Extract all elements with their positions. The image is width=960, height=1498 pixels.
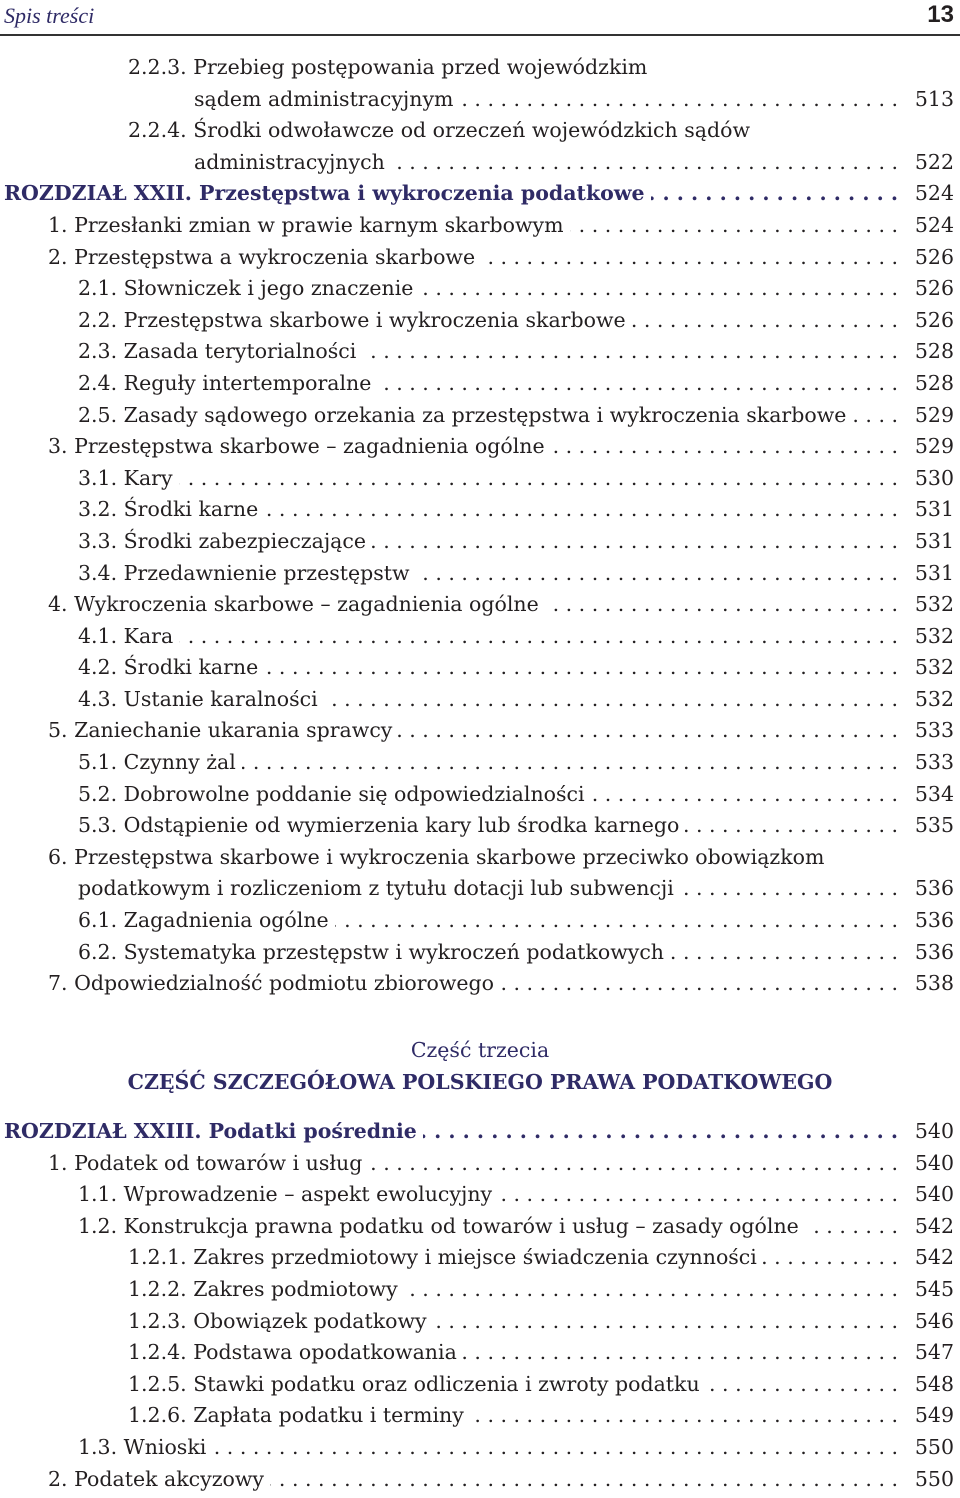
toc-entry[interactable]	[0, 84, 960, 116]
toc-entry-title: 3.1. Kary	[78, 466, 179, 490]
toc-entry-page: 542	[914, 1213, 954, 1238]
toc-entry-title: 1.2.6. Zapłata podatku i terminy	[128, 1403, 470, 1427]
toc-entry[interactable]	[0, 1432, 960, 1464]
toc-entry[interactable]	[0, 178, 960, 210]
toc-entry-page: 546	[914, 1308, 954, 1333]
toc-entry[interactable]	[0, 1116, 960, 1148]
toc-entry-title: 6.2. Systematyka przestępstw i wykroczeń podatkowych	[78, 940, 670, 964]
toc-entry-page: 529	[914, 402, 954, 427]
toc-entry-title: 2.3. Zasada terytorialności	[78, 339, 362, 363]
toc-entry-title: 4.1. Kara	[78, 624, 179, 648]
toc-entry-title: 5.3. Odstąpienie od wymierzenia kary lub środka karnego	[78, 813, 685, 837]
toc-entry-title: 5. Zaniechanie ukarania sprawcy	[48, 718, 398, 742]
toc-entry[interactable]	[0, 558, 960, 590]
toc-entry-title: 6. Przestępstwa skarbowe i wykroczenia skarbowe przeciwko obowiązkom	[48, 845, 830, 869]
toc-entry-page: 532	[914, 592, 954, 617]
toc-entry[interactable]	[0, 336, 960, 368]
toc-entry-title: 2.2.3. Przebieg postępowania przed wojewódzkim	[128, 55, 653, 79]
toc-entry-title: 7. Odpowiedzialność podmiotu zbiorowego	[48, 971, 500, 995]
toc-entry[interactable]	[0, 1337, 960, 1369]
toc-entry-page: 548	[914, 1371, 954, 1396]
toc-entry-page: 534	[914, 781, 954, 806]
toc-entry-page: 540	[914, 1182, 954, 1207]
toc-entry[interactable]	[0, 937, 960, 969]
toc-entry[interactable]	[0, 684, 960, 716]
toc-entry-page: 536	[914, 876, 954, 901]
toc-entry-page: 531	[914, 528, 954, 553]
toc-entry[interactable]	[0, 526, 960, 558]
toc-entry-title: ROZDZIAŁ XXIII. Podatki pośrednie	[4, 1119, 423, 1143]
toc-entry-page: 536	[914, 939, 954, 964]
toc-entry[interactable]	[0, 400, 960, 432]
toc-entry-title: 1. Podatek od towarów i usług	[48, 1151, 368, 1175]
toc-entry-title: 6.1. Zagadnienia ogólne	[78, 908, 335, 932]
toc-entry-page: 540	[914, 1119, 954, 1143]
toc-entry-page: 547	[914, 1340, 954, 1365]
toc-entry[interactable]	[0, 1464, 960, 1496]
toc-entry[interactable]	[0, 968, 960, 1000]
toc-entry-title: ROZDZIAŁ XXII. Przestępstwa i wykroczenia podatkowe	[4, 181, 651, 205]
toc-entry-title: 3.3. Środki zabezpieczające	[78, 529, 372, 553]
toc-entry-title: 3. Przestępstwa skarbowe – zagadnienia ogólne	[48, 434, 551, 458]
toc-entry[interactable]	[0, 589, 960, 621]
header-rule	[0, 34, 960, 36]
toc-entry[interactable]	[0, 1179, 960, 1211]
toc-entry[interactable]	[0, 115, 960, 147]
toc-entry-page: 528	[914, 370, 954, 395]
toc-entry[interactable]	[0, 1306, 960, 1338]
toc-entry-title: 1.2.4. Podstawa opodatkowania	[128, 1340, 463, 1364]
toc-list-part3	[0, 1116, 960, 1495]
toc-entry-page: 536	[914, 908, 954, 933]
toc-entry-title: 1.1. Wprowadzenie – aspekt ewolucyjny	[78, 1182, 498, 1206]
toc-entry[interactable]	[0, 842, 960, 874]
toc-entry-page: 531	[914, 497, 954, 522]
toc-entry[interactable]	[0, 1242, 960, 1274]
toc-entry-page: 513	[914, 86, 954, 111]
toc-entry[interactable]	[0, 494, 960, 526]
toc-entry-page: 540	[914, 1150, 954, 1175]
toc-entry-title: 5.1. Czynny żal	[78, 750, 242, 774]
toc-entry-page: 549	[914, 1403, 954, 1428]
toc-entry-title: 3.4. Przedawnienie przestępstw	[78, 561, 416, 585]
part-label: Część trzecia	[410, 1038, 550, 1062]
toc-entry-title: 1.2.1. Zakres przedmiotowy i miejsce świadczenia czynności	[128, 1245, 763, 1269]
toc-entry-page: 526	[914, 307, 954, 332]
toc-entry-page: 545	[914, 1276, 954, 1301]
toc-entry-title: 4. Wykroczenia skarbowe – zagadnienia ogólne	[48, 592, 545, 616]
toc-entry[interactable]	[0, 715, 960, 747]
toc-entry-title: sądem administracyjnym	[194, 87, 459, 111]
toc-entry[interactable]	[0, 1274, 960, 1306]
toc-entry-page: 533	[914, 718, 954, 743]
toc-entry-title: podatkowym i rozliczeniom z tytułu dotacji lub subwencji	[78, 876, 680, 900]
toc-entry-title: 4.2. Środki karne	[78, 655, 264, 679]
toc-entry[interactable]	[0, 273, 960, 305]
toc-entry-title: 2.1. Słowniczek i jego znaczenie	[78, 276, 419, 300]
toc-entry[interactable]	[0, 52, 960, 84]
toc-entry[interactable]	[0, 652, 960, 684]
toc-entry[interactable]	[0, 621, 960, 653]
toc-entry-title: 5.2. Dobrowolne poddanie się odpowiedzialności	[78, 782, 591, 806]
part-title: CZĘŚĆ SZCZEGÓŁOWA POLSKIEGO PRAWA PODATKOWEGO	[127, 1070, 833, 1094]
toc-entry-page: 531	[914, 560, 954, 585]
toc-entry-title: 2. Podatek akcyzowy	[48, 1467, 270, 1491]
toc-entry[interactable]	[0, 873, 960, 905]
toc-entry-page: 532	[914, 623, 954, 648]
toc-entry-page: 535	[914, 813, 954, 838]
toc-entry[interactable]	[0, 1211, 960, 1243]
toc-entry-title: 2.2. Przestępstwa skarbowe i wykroczenia skarbowe	[78, 308, 632, 332]
toc-entry[interactable]	[0, 147, 960, 179]
toc-entry-title: 2. Przestępstwa a wykroczenia skarbowe	[48, 245, 481, 269]
toc-entry[interactable]	[0, 305, 960, 337]
toc-entry-title: 1.2.3. Obowiązek podatkowy	[128, 1309, 433, 1333]
toc-entry-title: 1. Przesłanki zmian w prawie karnym skarbowym	[48, 213, 570, 237]
toc-entry[interactable]	[0, 1369, 960, 1401]
toc-entry-title: 2.4. Reguły intertemporalne	[78, 371, 377, 395]
toc-entry[interactable]	[0, 810, 960, 842]
toc-entry-title: administracyjnych	[194, 150, 391, 174]
toc-entry-page: 550	[914, 1466, 954, 1491]
toc-entry-page: 528	[914, 339, 954, 364]
toc-entry-page: 542	[914, 1245, 954, 1270]
toc-entry-page: 550	[914, 1434, 954, 1459]
toc-entry-title: 3.2. Środki karne	[78, 497, 264, 521]
toc-entry-page: 532	[914, 655, 954, 680]
toc-entry-title: 2.5. Zasady sądowego orzekania za przestępstwa i wykroczenia skarbowe	[78, 403, 852, 427]
toc-entry-page: 538	[914, 971, 954, 996]
toc-entry-title: 1.2.5. Stawki podatku oraz odliczenia i zwroty podatku	[128, 1372, 706, 1396]
toc-entry[interactable]	[0, 905, 960, 937]
running-title: Spis treści	[4, 3, 95, 28]
toc-entry[interactable]	[0, 747, 960, 779]
toc-entry[interactable]	[0, 242, 960, 274]
toc-entry-title: 1.2.2. Zakres podmiotowy	[128, 1277, 404, 1301]
toc-entry[interactable]	[0, 463, 960, 495]
toc-entry-page: 529	[914, 434, 954, 459]
toc-entry-page: 530	[914, 465, 954, 490]
toc-entry-page: 533	[914, 750, 954, 775]
page-header	[0, 0, 960, 36]
toc-entry-title: 1.3. Wnioski	[78, 1435, 212, 1459]
toc-entry[interactable]	[0, 431, 960, 463]
toc-entry-page: 522	[914, 149, 954, 174]
toc-entry[interactable]	[0, 1148, 960, 1180]
toc-entry[interactable]	[0, 1400, 960, 1432]
toc-entry[interactable]	[0, 368, 960, 400]
toc-entry-page: 526	[914, 244, 954, 269]
toc-entry-page: 524	[914, 181, 954, 206]
toc-entry-page: 526	[914, 276, 954, 301]
toc-entry[interactable]	[0, 210, 960, 242]
toc-entry-title: 1.2. Konstrukcja prawna podatku od towarów i usług – zasady ogólne	[78, 1214, 805, 1238]
toc-entry-page: 524	[914, 212, 954, 237]
toc-entry-title: 2.2.4. Środki odwoławcze od orzeczeń wojewódzkich sądów	[128, 118, 756, 142]
page-number: 13	[927, 1, 954, 28]
toc-entry-title: 4.3. Ustanie karalności	[78, 687, 324, 711]
toc-entry[interactable]	[0, 779, 960, 811]
toc-entry-page: 532	[914, 686, 954, 711]
toc-list	[0, 52, 960, 1000]
